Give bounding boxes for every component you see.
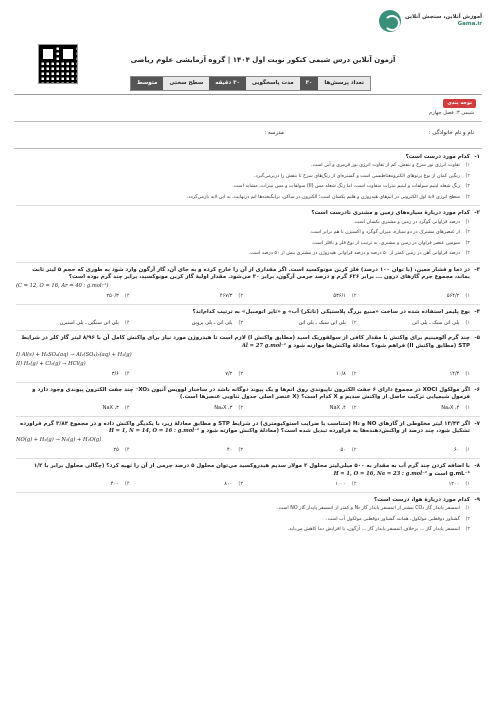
choice[interactable]: ۱) ۱۴/۴: [449, 371, 470, 378]
student-info: [22, 130, 474, 137]
stat-duration: مدت پاسخگویی ۳۰ دقیقه: [209, 77, 299, 90]
choice[interactable]: ۴) ۲۵۰/۳: [106, 293, 130, 300]
question-4: ۴- نوع پلیمر استفاده شده در ساخت «منبع بزرگ پلاستیکی (تانکر) آب» و «تایر اتومبیل» به ترتیب کدام‌اند؟ ۱) پلی اتن سبک ـ پلی اتن ۲) پلی اتن سبک ـ پلی اتن ۳) پلی اتن ـ پلی پروپن ۴) پلی اتن سنگین ـ پلی استیرن: [16, 309, 480, 326]
question-5: ۵- چند گرم آلومینیم برای واکنش با مقدار کافی از سولفوریک اسید (مطابق واکنش I) لازم است تا هیدروژن مورد نیاز برای واکنش کامل آن با ۸/۹۶ لیتر گاز کلر در شرایط STP (مطابق واکنش II) فراهم شود؟ معادلهٔ واکنش‌ها موازنه شود و Al = 27 g.mol⁻¹ I) Al(s) + H₂SO₄(aq) → Al₂(SO₄)₃(aq) + H₂(g) II) H₂(g) + Cl₂(g) → HCl(g) ۱) ۱۴/۴ ۲) ۱۰/۸ ۳) ۷/۲ ۴) ۳/۶: [16, 335, 480, 378]
choices: [16, 371, 470, 378]
question-stem: اگر مولکول XOCl در مجموع دارای ۶ جفت الکترون ناپیوندی روی اتم‌ها و یک پیوند دوگانه باشد در ساختار لوویس آنیون XO₂⁻ چند جفت الکترون پیوندی وجود دارد و فرمول شیمیایی ترکیب حاصل از واکنش سدیم و X کدام است؟ (X عنصر اصلی جدول تناوبی عنصرها است.): [32, 387, 470, 401]
divider: [16, 416, 480, 417]
option[interactable]: ۴) سطح انرژی لایهٔ اول الکترونی در اتم‌های هیدروژن و هلیم یکسان است؛ الکترون در ساکن، برانگیخته‌ها اتم درنهایت، به این لایه بازمی‌گردد.: [186, 194, 470, 200]
question-stem: چند گرم آلومینیم برای واکنش با مقدار کافی از سولفوریک اسید (مطابق واکنش I) لازم است تا هیدروژن مورد نیاز برای واکنش کامل آن با ۸/۹۶ لیتر گاز کلر در شرایط STP (مطابق واکنش II) فراهم شود؟ معادلهٔ واکنش‌ها موازنه شود و Al = 27 g.mol⁻¹: [21, 335, 470, 349]
choices: [16, 293, 470, 300]
option[interactable]: ۴) درصد فراوانی آهن در زمین کمتر از ۵۰ درصد و درصد فراوانی هیدروژن در مشتری بیش از ۵۰ درصد است.: [248, 251, 470, 257]
divider: [14, 148, 482, 149]
question-stem: نوع پلیمر استفاده شده در ساخت «منبع بزرگ پلاستیکی (تانکر) آب» و «تایر اتومبیل» به ترتیب کدام‌اند؟: [192, 309, 470, 316]
stat-question-count: تعداد پرسش‌ها ۳۰: [300, 77, 370, 90]
brand-tagline: آموزش آنلاین، سنجش آنلاین: [404, 13, 482, 20]
question-stem: با اضافه کردن چند گرم آب به مقدار به ۵۰۰ میلی‌لیتر محلول ۲ مولار سدیم هیدروکسید می‌توان محلول ۵ درصد جرمی از آن را تهیه کرد؟ (چگالی محلول برابر با ۱/۲ g.mL⁻¹ است و H = 1, O = 16, Na = 23 : g.mol⁻¹: [33, 463, 470, 477]
divider: [16, 458, 480, 459]
choices: [16, 320, 470, 327]
choice[interactable]: ۳) ۸۰۰: [224, 481, 243, 488]
note-text: شیمی ۳: فصل چهارم: [429, 110, 474, 116]
exam-stats: [130, 76, 371, 91]
option[interactable]: ۲) رنگین کمان از نوع پرتوهای الکترومغناطیسی است و گستره‌ای از رنگ‌های سرخ تا بنفش را دربرمی‌گیرد.: [254, 173, 470, 179]
divider: [16, 492, 480, 493]
choice[interactable]: ۴) ۲۵: [113, 447, 130, 454]
brand-logo: [379, 10, 482, 32]
question-7: ۷- اگر ۱۳/۴۴ لیتر مخلوطی از گازهای NO و H₂ (متناسب با ضرایب استوکیومتری) در شرایط STP و مطابق معادلهٔ زیر، با یکدیگر واکنش داده و در مجموع ۳/۸۴ گرم فراورده تشکیل شود، چند درصد از واکنش‌دهنده‌ها به فراورده تبدیل شده است؟ (معادلهٔ واکنش موازنه شود و H = 1, N = 14, O = 16 : g.mol⁻¹ NO(g) + H₂(g) → N₂(g) + H₂O(g) ۱) ۶۰ ۲) ۵۰ ۳) ۴۰ ۴) ۲۵: [16, 420, 480, 454]
option[interactable]: ۱) درصد فراوانی گوگرد در زمین و مشتری یکسان است.: [353, 219, 470, 225]
choice[interactable]: ۲) ۱۰۰۰: [335, 481, 357, 488]
divider: [16, 382, 480, 383]
choices: [16, 447, 470, 454]
divider: [16, 262, 480, 263]
choice[interactable]: ۲) پلی اتن سبک ـ پلی اتن: [298, 319, 357, 326]
choice[interactable]: ۲) NaX ،۴: [329, 404, 357, 411]
choice[interactable]: ۴) ۴۰۰: [110, 481, 130, 488]
exam-title: آزمون آنلاین درس شیمی کنکور نوبت اول ۱۴۰۴ | گروه آزمایشی علوم ریاضی: [130, 56, 396, 64]
divider: [16, 205, 480, 206]
choices: [16, 405, 470, 412]
divider: [14, 94, 482, 95]
reaction-2: II) H₂(g) + Cl₂(g) → HCl(g): [16, 361, 86, 368]
choice[interactable]: ۱) ۶۰: [453, 447, 470, 454]
choice[interactable]: ۱) ۵۶۴/۲: [446, 293, 470, 300]
question-stem: کدام مورد دربارهٔ هوا، درست است؟: [373, 496, 470, 503]
question-8: ۸- با اضافه کردن چند گرم آب به مقدار به ۵۰۰ میلی‌لیتر محلول ۲ مولار سدیم هیدروکسید می‌توان محلول ۵ درصد جرمی از آن را تهیه کرد؟ (چگالی محلول برابر با ۱/۲ g.mL⁻¹ است و H = 1, O = 16, Na = 23 : g.mol⁻¹ ۱) ۱۲۰۰ ۲) ۱۰۰۰ ۳) ۸۰۰ ۴) ۴۰۰: [16, 463, 480, 488]
choice[interactable]: ۱) Na₂X ،۴: [441, 404, 470, 411]
question-2: ۲- کدام مورد دربارهٔ سیاره‌های زمین و مشتری نادرست است؟ ۱) درصد فراوانی گوگرد در زمین و مشتری یکسان است. ۲) از عنصرهای مشترک در دو سیاره، میزان گوگرد و اکسیژن با هم برابر است. ۳) سومین عنصر فراوان در زمین و مشتری، به ترتیب از نوع فلز و نافلز است. ۴) درصد فراوانی آهن در زمین کمتر از ۵۰ درصد و درصد فراوانی هیدروژن در مشتری بیش از ۵۰ درصد است.: [16, 210, 480, 257]
gama-logo-icon: [379, 10, 401, 32]
divider: [16, 304, 480, 305]
question-stem: کدام مورد درست است؟: [405, 154, 470, 160]
question-3: ۳- در دما و فشار معین، (با توان ۱۰۰ درصد) فلز کربن مونوکسید است. اگر مقداری از آن را خارج کرده و به جای آن، گاز آرگون وارد شود به طوری که حجم ۵ لیتر ثابت بماند، مجموع جرم گازهای درون ... برابر ۶۲۶ گرم و درصد جرمی آرگون، برابر ۳۰ می‌شود. مقدار اولیهٔ گاز کربن مونوکسید، برابر چند گرم بوده است؟ (C = 12, O = 16, Ar = 40 : g.mol⁻¹) ۱) ۵۶۴/۲ ۲) ۵۳۶/۱ ۳) ۴۶۷/۳ ۴) ۲۵۰/۳: [16, 266, 480, 300]
option[interactable]: ۱) تفاوت انرژی نور سرخ و بنفش، کم از تفاوت انرژی نور قرمزی و آبی است.: [310, 163, 470, 169]
question-6: ۶- اگر مولکول XOCl در مجموع دارای ۶ جفت الکترون ناپیوندی روی اتم‌ها و یک پیوند دوگانه باشد در ساختار لوویس آنیون XO₂⁻ چند جفت الکترون پیوندی وجود دارد و فرمول شیمیایی ترکیب حاصل از واکنش سدیم و X کدام است؟ (X عنصر اصلی جدول تناوبی عنصرها است.) ۱) Na₂X ،۴ ۲) NaX ،۴ ۳) Na₂X ،۳ ۴) NaX ،۳: [16, 387, 480, 412]
student-name-label: نام و نام خانوادگی :: [428, 130, 474, 136]
option[interactable]: ۲) از عنصرهای مشترک در دو سیاره، میزان گوگرد و اکسیژن با هم برابر است.: [309, 230, 470, 236]
choice[interactable]: ۲) ۵۳۶/۱: [333, 293, 357, 300]
choices: [16, 481, 470, 488]
choice[interactable]: ۴) ۳/۶: [111, 371, 130, 378]
choice[interactable]: ۲) ۵۰: [340, 447, 357, 454]
school-label: مدرسه :: [264, 130, 284, 136]
header: [14, 10, 482, 94]
stat-difficulty: سطح سختی متوسط: [131, 77, 209, 90]
option[interactable]: ۳) اتمسفر پایدار گاز ... برخلاف اتمسفر پایدار گاز ... آرگون، با افزایش دما کاهش می‌یابد.: [287, 527, 470, 533]
choice[interactable]: ۳) ۴۶۷/۳: [219, 293, 243, 300]
choice[interactable]: ۴) NaX ،۳: [102, 404, 130, 411]
question-stem: کدام مورد دربارهٔ سیاره‌های زمین و مشتری نادرست است؟: [311, 210, 470, 217]
divider: [14, 121, 482, 122]
question-1: ۱- کدام مورد درست است؟ ۱) تفاوت انرژی نور سرخ و بنفش، کم از تفاوت انرژی نور قرمزی و آبی است. ۲) رنگین کمان از نوع پرتوهای الکترومغناطیسی است و گستره‌ای از رنگ‌های سرخ تا بنفش را دربرمی‌گیرد. ۳) رنگ شعله لیتیم سولفات و لیتیم نیترات متفاوت است، اما رنگ شعله مس (II) سولفات و مس نیترات، مشابه است. ۴) سطح انرژی لایهٔ اول الکترونی در اتم‌های هیدروژن و هلیم یکسان است؛ الکترون در ساکن، برانگیخته‌ها اتم درنهایت، به این لایه بازمی‌گردد.: [16, 154, 480, 201]
choice[interactable]: ۳) ۴۰: [226, 447, 243, 454]
divider: [16, 330, 480, 331]
brand-domain: Gama.ir: [457, 21, 482, 27]
option[interactable]: ۳) سومین عنصر فراوان در زمین و مشتری، به ترتیب از نوع فلز و نافلز است.: [311, 240, 470, 246]
question-stem: در دما و فشار معین، (با توان ۱۰۰ درصد) فلز کربن مونوکسید است. اگر مقداری از آن را خارج کرده و به جای آن، گاز آرگون وارد شود به طوری که حجم ۵ لیتر ثابت بماند، مجموع جرم گازهای درون ... برابر ۶۲۶ گرم و درصد جرمی آرگون، برابر ۳۰ می‌شود. مقدار اولیهٔ گاز کربن مونوکسید، برابر چند گرم بوده است؟: [32, 266, 470, 281]
choice[interactable]: ۳) پلی اتن ـ پلی پروپن: [191, 319, 243, 326]
choice[interactable]: ۱) پلی اتن سبک ـ پلی اتن: [412, 319, 470, 326]
choice[interactable]: ۴) پلی اتن سنگین ـ پلی استیرن: [59, 319, 130, 326]
reaction-1: I) Al(s) + H₂SO₄(aq) → Al₂(SO₄)₃(aq) + H₂(g): [16, 352, 132, 359]
question-stem: اگر ۱۳/۴۴ لیتر مخلوطی از گازهای NO و H₂ (متناسب با ضرایب استوکیومتری) در شرایط STP و مطابق معادلهٔ زیر، با یکدیگر واکنش داده و در مجموع ۳/۸۴ گرم فراورده تشکیل شود، چند درصد از واکنش‌دهنده‌ها به فراورده تبدیل شده است؟ (معادلهٔ واکنش موازنه شود و H = 1, N = 14, O = 16 : g.mol⁻¹: [20, 420, 470, 435]
option[interactable]: ۳) رنگ شعله لیتیم سولفات و لیتیم نیترات متفاوت است، اما رنگ شعله مس (II) سولفات و مس نیترات، مشابه است.: [232, 184, 470, 190]
choice[interactable]: ۳) ۷/۲: [225, 371, 243, 378]
formula: (C = 12, O = 16, Ar = 40 : g.mol⁻¹): [16, 283, 109, 290]
choice[interactable]: ۲) ۱۰/۸: [336, 371, 357, 378]
option[interactable]: ۱) اتمسفر پایدار گاز CO₂ بیشتر از اتمسفر پایدار گاز N₂ و کمتر از اتمسفر پایدار گاز NO است.: [277, 506, 470, 512]
note-badge: توجه پندی: [443, 99, 476, 108]
choice[interactable]: ۱) ۱۲۰۰: [448, 481, 470, 488]
choice[interactable]: ۳) Na₂X ،۳: [214, 404, 243, 411]
qr-code-icon: [38, 44, 78, 84]
question-list: [16, 154, 480, 538]
question-9: ۹- کدام مورد دربارهٔ هوا، درست است؟ ۱) اتمسفر پایدار گاز CO₂ بیشتر از اتمسفر پایدار گاز N₂ و کمتر از اتمسفر پایدار گاز NO است. ۲) گشتاور دوقطبی مولکول، همانند گشتاور دوقطبی مولکول آب است. ۳) اتمسفر پایدار گاز ... برخلاف اتمسفر پایدار گاز ... آرگون، با افزایش دما کاهش می‌یابد.: [16, 497, 480, 534]
option[interactable]: ۲) گشتاور دوقطبی مولکول، همانند گشتاور دوقطبی مولکول آب است.: [326, 516, 470, 522]
reaction: NO(g) + H₂(g) → N₂(g) + H₂O(g): [16, 437, 102, 444]
